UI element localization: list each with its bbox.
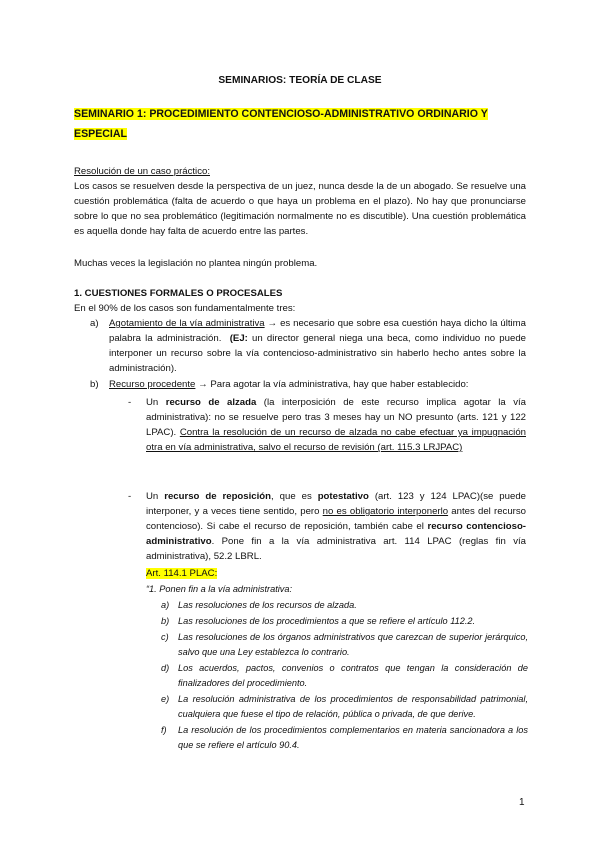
list-item-a bbox=[92, 316, 526, 376]
term-recurso-alzada: recurso de alzada bbox=[165, 397, 257, 408]
dash2-t2: (art. 123 y 124 LPAC)(se puede interponer, y a veces tiene sentido, pero bbox=[146, 491, 526, 517]
list-item-b bbox=[92, 377, 526, 392]
item-b-body: Para agotar la vía administrativa, hay que haber establecido: bbox=[210, 379, 469, 390]
seminar-heading bbox=[74, 104, 526, 144]
page-number: 1 bbox=[519, 797, 525, 808]
intro-heading: Resolución de un caso práctico: bbox=[74, 166, 210, 177]
section-1-lead: En el 90% de los casos son fundamentalmente tres: bbox=[74, 303, 296, 314]
quote-text: Las resoluciones de los procedimientos a que se refiere el artículo 112.2. bbox=[178, 616, 476, 626]
dash-marker-2: - bbox=[128, 491, 132, 502]
seminar-heading-text: SEMINARIO 1: PROCEDIMIENTO CONTENCIOSO-ADMINISTRATIVO ORDINARIO Y ESPECIAL bbox=[74, 108, 488, 140]
recurso-alzada-paragraph bbox=[146, 395, 526, 455]
quote-marker: c) bbox=[161, 632, 169, 642]
example-label: (EJ: bbox=[229, 333, 248, 344]
article-label: Art. 114.1 PLAC: bbox=[146, 568, 218, 579]
quote-marker: f) bbox=[161, 725, 167, 735]
quote-marker: b) bbox=[161, 616, 170, 626]
intro-paragraph: Los casos se resuelven desde la perspectiva de un juez, nunca desde la de un abogado. Se resuelve una cuestión problemática (falta de acuerdo o que haya un problema en el plazo). No hay que pronunciarse sobre lo que no sea problemático (legitimación normalmente no es discutible). Una cuestión problemática es aquella donde hay falta de acuerdo entre las partes. bbox=[74, 181, 526, 237]
quote-intro: “1. Ponen fin a la vía administrativa: bbox=[146, 584, 293, 594]
term-agotamiento: Agotamiento de la vía administrativa bbox=[109, 318, 265, 329]
quote-item bbox=[146, 692, 528, 722]
term-recurso-contencioso: recurso contencioso-administrativo bbox=[146, 521, 526, 547]
section-1-heading: 1. CUESTIONES FORMALES O PROCESALES bbox=[74, 288, 283, 299]
arrow-b: → bbox=[195, 379, 211, 390]
dash1-underlined: Contra la resolución de un recurso de alzada no cabe efectuar ya impugnación otra en vía administrativa, salvo el recurso de revisión (art. 115.3 LRJPAC) bbox=[146, 427, 526, 453]
example-text: un director general niega una beca, como individuo no puede interponer un recurso sobre la vía contencioso-administrativo sin haberlo hecho antes sobre la administración). bbox=[109, 333, 526, 374]
quote-text: Las resoluciones de los recursos de alzada. bbox=[178, 600, 357, 610]
quote-item bbox=[146, 723, 528, 753]
quote-item bbox=[146, 630, 528, 660]
term-potestativo: potestativo bbox=[317, 491, 369, 502]
recurso-reposicion-paragraph bbox=[146, 489, 526, 564]
quote-list bbox=[146, 598, 528, 753]
quote-text: Las resoluciones de los órganos administrativos que carezcan de superior jerárquico, salvo que una Ley establezca lo contrario. bbox=[178, 632, 528, 657]
dash2-t1: , que es bbox=[271, 491, 318, 502]
document-title: SEMINARIOS: TEORÍA DE CLASE bbox=[218, 75, 382, 86]
term-recurso-procedente: Recurso procedente bbox=[109, 379, 196, 390]
quote-item bbox=[146, 661, 528, 691]
dash2-t3: antes del recurso contencioso). Si cabe el recurso de reposición, también cabe el bbox=[146, 506, 526, 532]
arrow-a: → bbox=[264, 318, 281, 329]
quote-text: La resolución administrativa de los procedimientos de responsabilidad patrimonial, cualquiera que fuese el tipo de relación, pública o privada, de que derive. bbox=[178, 694, 528, 719]
dash2-t4: . Pone fin a la vía administrativa art. 114 LPAC (reglas fin vía administrativa), 52.2 LBRL. bbox=[146, 536, 526, 562]
dash2-underlined: no es obligatorio interponerlo bbox=[322, 506, 449, 517]
intro-note: Muchas veces la legislación no plantea ningún problema. bbox=[74, 258, 318, 269]
quote-text: Los acuerdos, pactos, convenios o contratos que tengan la consideración de finalizadores del procedimiento. bbox=[178, 663, 528, 688]
list-marker-b: b) bbox=[90, 379, 99, 390]
section-1 bbox=[74, 286, 526, 316]
list-marker-a: a) bbox=[90, 318, 99, 329]
intro-section bbox=[74, 164, 526, 239]
term-recurso-reposicion: recurso de reposición bbox=[164, 491, 272, 502]
quote-marker: a) bbox=[161, 600, 170, 610]
dash1-pre: Un bbox=[146, 397, 166, 408]
quote-item bbox=[146, 598, 528, 613]
quote-marker: e) bbox=[161, 694, 170, 704]
dash2-pre: Un bbox=[146, 491, 165, 502]
quote-text: La resolución de los procedimientos complementarios en materia sancionadora a los que se refiere el artículo 90.4. bbox=[178, 725, 528, 750]
list-item-a-text bbox=[109, 316, 526, 376]
quote-item bbox=[146, 614, 528, 629]
dash1-text: (la interposición de este recurso implica agotar la vía administrativa): no se resuelve pero tras 3 meses hay un NO presunto (arts. 121 y 122 LPAC). bbox=[146, 397, 526, 438]
item-a-body: es necesario que sobre esa cuestión haya dicho la última palabra la administración. bbox=[109, 318, 526, 344]
quote-marker: d) bbox=[161, 663, 170, 673]
list-item-b-text bbox=[109, 377, 526, 392]
dash-marker-1: - bbox=[128, 397, 132, 408]
article-label-wrap bbox=[146, 566, 526, 581]
